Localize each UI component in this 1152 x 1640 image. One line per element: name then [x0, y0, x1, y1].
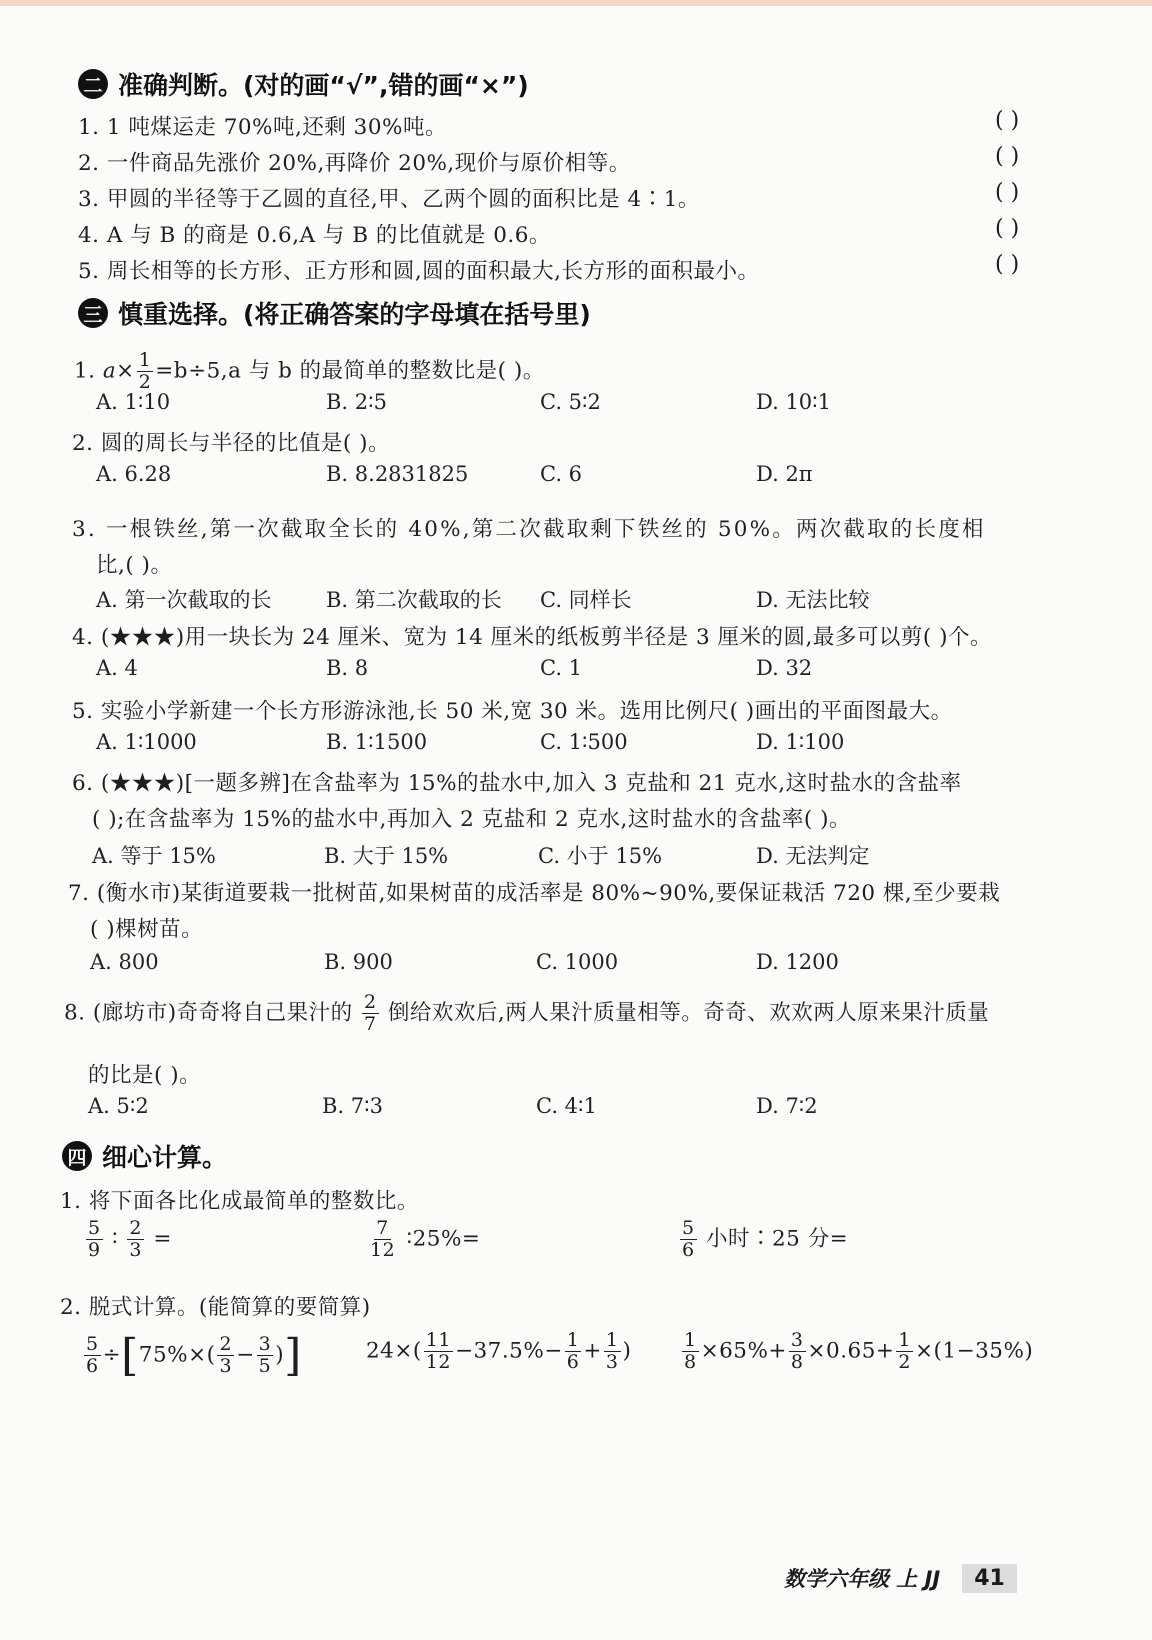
choice-question-3: 3. 一根铁丝,第一次截取全长的 40%,第二次截取剩下铁丝的 50%。两次截取的长度相 [72, 517, 986, 542]
calc-part-2: 2. 脱式计算。(能简算的要简算) [60, 1295, 371, 1320]
answer-blank[interactable]: ( ) [995, 180, 1020, 205]
fraction: $\frac{5}{6}$ [682, 1217, 695, 1261]
option-a: A. 6.28 [96, 462, 172, 486]
option-d: D. 32 [756, 656, 813, 680]
section-number-badge: 四 [62, 1141, 92, 1171]
option-b: B. 8 [326, 656, 369, 680]
book-title: 数学六年级 上 JJ [784, 1567, 941, 1591]
answer-blank[interactable]: ( ) [995, 252, 1020, 277]
page-footer [784, 1563, 1017, 1593]
option-d: D. 10∶1 [756, 390, 831, 414]
choice-question-4: 4. (★★★)用一块长为 24 厘米、宽为 14 厘米的纸板剪半径是 3 厘米的圆,最多可以剪( )个。 [72, 625, 992, 650]
fraction: $\frac{5}{9}$ [88, 1217, 101, 1261]
expression-3: $\frac{1}{8}$ ×65%+ $\frac{3}{8}$ ×0.65+ $\frac{1}{2}$ ×(1−35%) [684, 1329, 1034, 1373]
option-d: D. 1200 [756, 950, 839, 974]
judge-item-4: 4. A 与 B 的商是 0.6,A 与 B 的比值就是 0.6。 [78, 223, 551, 248]
section-title: 准确判断。(对的画“√”,错的画“×”) [118, 71, 529, 100]
option-b: B. 1∶1500 [326, 730, 428, 754]
answer-blank[interactable]: ( ) [995, 144, 1020, 169]
option-c: C. 同样长 [540, 588, 632, 612]
option-b: B. 7∶3 [322, 1094, 383, 1118]
choice-question-1: 1. a× $\frac{1}{2}$ =b÷5,a 与 b 的最简单的整数比是( )。 [74, 349, 545, 393]
option-a: A. 第一次截取的长 [96, 588, 272, 612]
option-d: D. 7∶2 [756, 1094, 818, 1118]
option-c: C. 小于 15% [538, 844, 663, 868]
option-d: D. 2π [756, 462, 813, 486]
choice-question-6: 6. (★★★)[一题多辨]在含盐率为 15%的盐水中,加入 3 克盐和 21 克水,这时盐水的含盐率 [72, 771, 962, 796]
option-c: C. 1000 [536, 950, 619, 974]
option-b: B. 8.2831825 [326, 462, 469, 486]
fraction: $\frac{2}{3}$ [129, 1217, 142, 1261]
option-d: D. 1∶100 [756, 730, 845, 754]
fraction: $\frac{5}{6}$ [86, 1333, 99, 1377]
calc-part-1: 1. 将下面各比化成最简单的整数比。 [60, 1189, 419, 1214]
option-c: C. 6 [540, 462, 583, 486]
answer-blank[interactable]: ( ) [995, 216, 1020, 241]
fraction: $\frac{3}{8}$ [790, 1329, 804, 1373]
choice-question-7: 7. (衡水市)某街道要栽一批树苗,如果树苗的成活率是 80%~90%,要保证栽活 720 棵,至少要栽 [68, 881, 1001, 906]
fraction: $\frac{3}{5}$ [258, 1333, 272, 1377]
expression-1: $\frac{5}{6}$ ÷[75%×( $\frac{2}{3}$ − $\frac{3}{5}$ )] [86, 1330, 302, 1381]
option-d: D. 无法判定 [756, 844, 870, 868]
judge-item-1: 1. 1 吨煤运走 70%吨,还剩 30%吨。 [78, 115, 447, 140]
option-b: B. 大于 15% [324, 844, 449, 868]
section-3-header [78, 295, 591, 331]
fraction: $\frac{11}{12}$ [425, 1329, 451, 1373]
option-b: B. 第二次截取的长 [326, 588, 502, 612]
option-b: B. 900 [324, 950, 393, 974]
choice-question-7-cont: ( )棵树苗。 [90, 917, 204, 942]
ratio-problem-2: $\frac{7}{12}$ ∶25%= [370, 1217, 481, 1261]
expression-2: 24×( $\frac{11}{12}$ −37.5%− $\frac{1}{6}$ + $\frac{1}{3}$ ) [366, 1329, 632, 1373]
judge-item-5: 5. 周长相等的长方形、正方形和圆,圆的面积最大,长方形的面积最小。 [78, 259, 760, 284]
page-number: 41 [962, 1564, 1017, 1593]
option-a: A. 1∶10 [96, 390, 171, 414]
option-a: A. 4 [96, 656, 138, 680]
option-c: C. 5∶2 [540, 390, 601, 414]
section-number-badge: 三 [78, 298, 108, 328]
section-4-header [62, 1138, 227, 1174]
section-2-header [78, 66, 529, 102]
choice-question-2: 2. 圆的周长与半径的比值是( )。 [72, 431, 390, 456]
judge-item-2: 2. 一件商品先涨价 20%,再降价 20%,现价与原价相等。 [78, 151, 631, 176]
option-c: C. 1∶500 [540, 730, 628, 754]
choice-question-8: 8. (廊坊市)奇奇将自己果汁的 $\frac{2}{7}$ 倒给欢欢后,两人果汁质量相等。奇奇、欢欢两人原来果汁质量 [64, 991, 990, 1035]
ratio-problem-1: $\frac{5}{9}$ ∶ $\frac{2}{3}$ = [88, 1217, 172, 1261]
section-title: 细心计算。 [102, 1143, 228, 1172]
choice-question-8-cont: 的比是( )。 [88, 1063, 202, 1088]
option-d: D. 无法比较 [756, 588, 870, 612]
fraction: $\frac{2}{3}$ [219, 1333, 233, 1377]
fraction: $\frac{1}{2}$ [138, 349, 152, 393]
fraction: $\frac{1}{8}$ [684, 1329, 697, 1373]
section-title: 慎重选择。(将正确答案的字母填在括号里) [118, 300, 591, 329]
option-c: C. 1 [540, 656, 583, 680]
ratio-problem-3: $\frac{5}{6}$ 小时∶25 分= [682, 1217, 849, 1261]
fraction: $\frac{2}{7}$ [363, 991, 377, 1035]
choice-question-6-cont: ( );在含盐率为 15%的盐水中,再加入 2 克盐和 2 克水,这时盐水的含盐率( )。 [92, 807, 851, 832]
choice-question-3-cont: 比,( )。 [96, 553, 173, 578]
option-a: A. 1∶1000 [96, 730, 197, 754]
fraction: $\frac{1}{6}$ [566, 1329, 580, 1373]
fraction: $\frac{1}{2}$ [898, 1329, 912, 1373]
choice-question-5: 5. 实验小学新建一个长方形游泳池,长 50 米,宽 30 米。选用比例尺( )画出的平面图最大。 [72, 699, 953, 724]
fraction: $\frac{7}{12}$ [370, 1217, 396, 1261]
option-a: A. 800 [90, 950, 159, 974]
option-a: A. 等于 15% [92, 844, 216, 868]
option-c: C. 4∶1 [536, 1094, 597, 1118]
section-number-badge: 二 [78, 69, 108, 99]
fraction: $\frac{1}{3}$ [605, 1329, 619, 1373]
option-b: B. 2∶5 [326, 390, 387, 414]
option-a: A. 5∶2 [88, 1094, 149, 1118]
top-edge [0, 0, 1152, 6]
answer-blank[interactable]: ( ) [995, 108, 1020, 133]
judge-item-3: 3. 甲圆的半径等于乙圆的直径,甲、乙两个圆的面积比是 4∶1。 [78, 187, 700, 212]
